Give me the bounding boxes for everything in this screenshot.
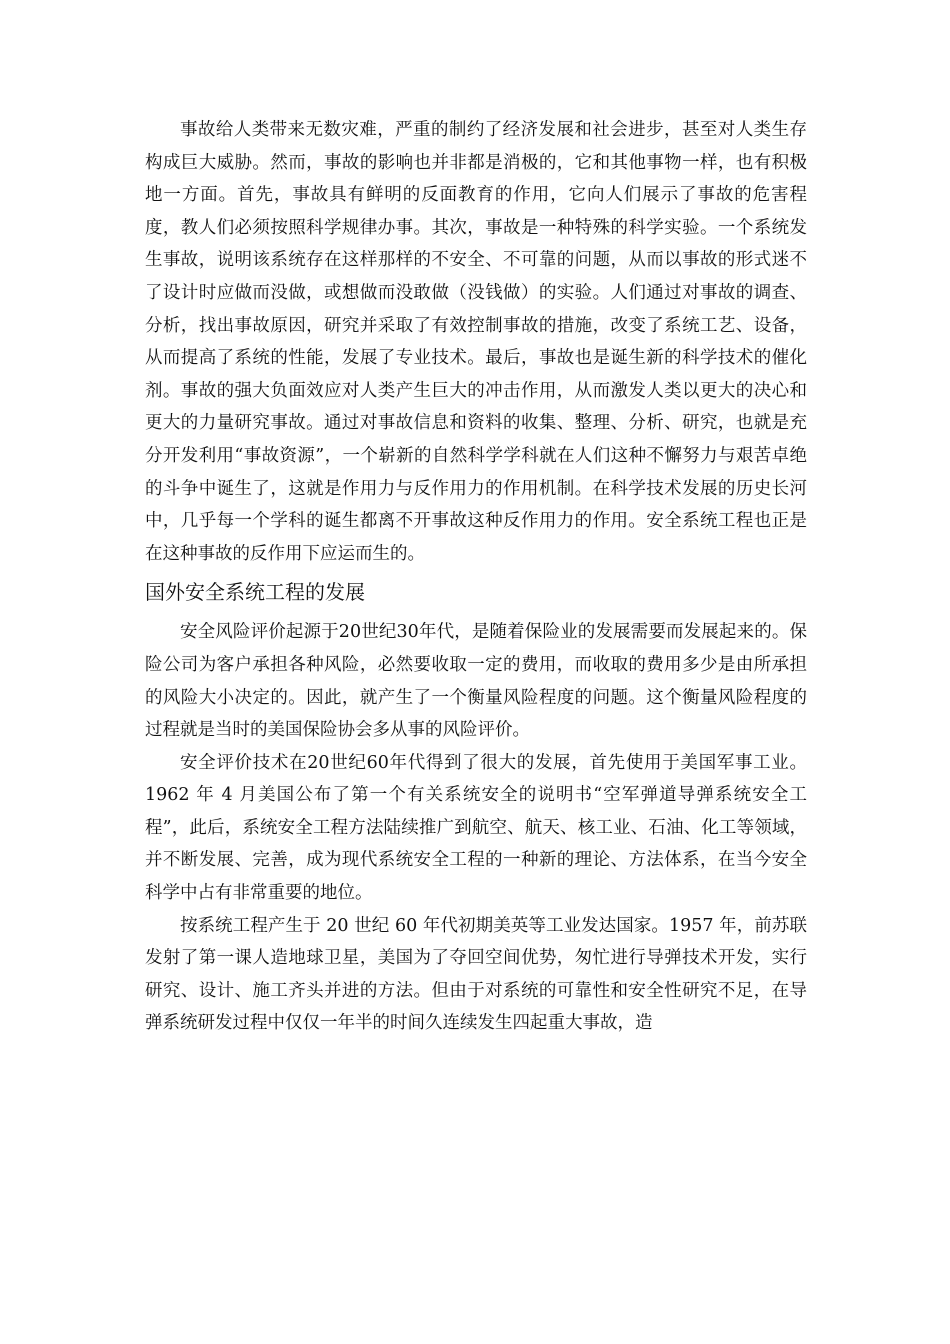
paragraph-safety-evaluation-1960s: 安全评价技术在20世纪60年代得到了很大的发展，首先使用于美国军事工业。1962 年 4 月美国公布了第一个有关系统安全的说明书“空军弹道导弹系统安全工程”，此后，系统安全工程方法陆续推广到航空、航天、核工业、石油、化工等领域，并不断发展、完善，成为现代系统安全工程的一种新的理论、方法体系，在当今安全科学中占有非常重要的地位。 — [145, 752, 807, 904]
paragraph-system-engineering-origin: 按系统工程产生于 20 世纪 60 年代初期美英等工业发达国家。1957 年，前苏联发射了第一课人造地球卫星，美国为了夺回空间优势，匆忙进行导弹技术开发，实行研究、设计、施工齐头并进的方法。但由于对系统的可靠性和安全性研究不足，在导弹系统研发过程中仅仅一年半的时间久连续发生四起重大事故，造 — [145, 915, 807, 1034]
document-body — [145, 114, 807, 1040]
section-heading: 国外安全系统工程的发展 — [145, 580, 365, 605]
paragraph-risk-evaluation-origin: 安全风险评价起源于20世纪30年代，是随着保险业的发展需要而发展起来的。保险公司为客户承担各种风险，必然要收取一定的费用，而收取的费用多少是由所承担的风险大小决定的。因此，就产生了一个衡量风险程度的问题。这个衡量风险程度的过程就是当时的美国保险协会多从事的风险评价。 — [145, 622, 807, 741]
paragraph-accident-significance: 事故给人类带来无数灾难，严重的制约了经济发展和社会进步，甚至对人类生存构成巨大威胁。然而，事故的影响也并非都是消极的，它和其他事物一样，也有积极地一方面。首先，事故具有鲜明的反面教育的作用，它向人们展示了事故的危害程度，教人们必须按照科学规律办事。其次，事故是一种特殊的科学实验。一个系统发生事故，说明该系统存在这样那样的不安全、不可靠的问题，从而以事故的形式迷不了设计时应做而没做，或想做而没敢做（没钱做）的实验。人们通过对事故的调查、分析，找出事故原因，研究并采取了有效控制事故的措施，改变了系统工艺、设备，从而提高了系统的性能，发展了专业技术。最后，事故也是诞生新的科学技术的催化剂。事故的强大负面效应对人类产生巨大的冲击作用，从而激发人类以更大的决心和更大的力量研究事故。通过对事故信息和资料的收集、整理、分析、研究，也就是充分开发利用“事故资源”，一个崭新的自然科学学科就在人们这种不懈努力与艰苦卓绝的斗争中诞生了，这就是作用力与反作用力的作用机制。在科学技术发展的历史长河中，几乎每一个学科的诞生都离不开事故这种反作用力的作用。安全系统工程也正是在这种事故的反作用下应运而生的。 — [145, 120, 807, 564]
